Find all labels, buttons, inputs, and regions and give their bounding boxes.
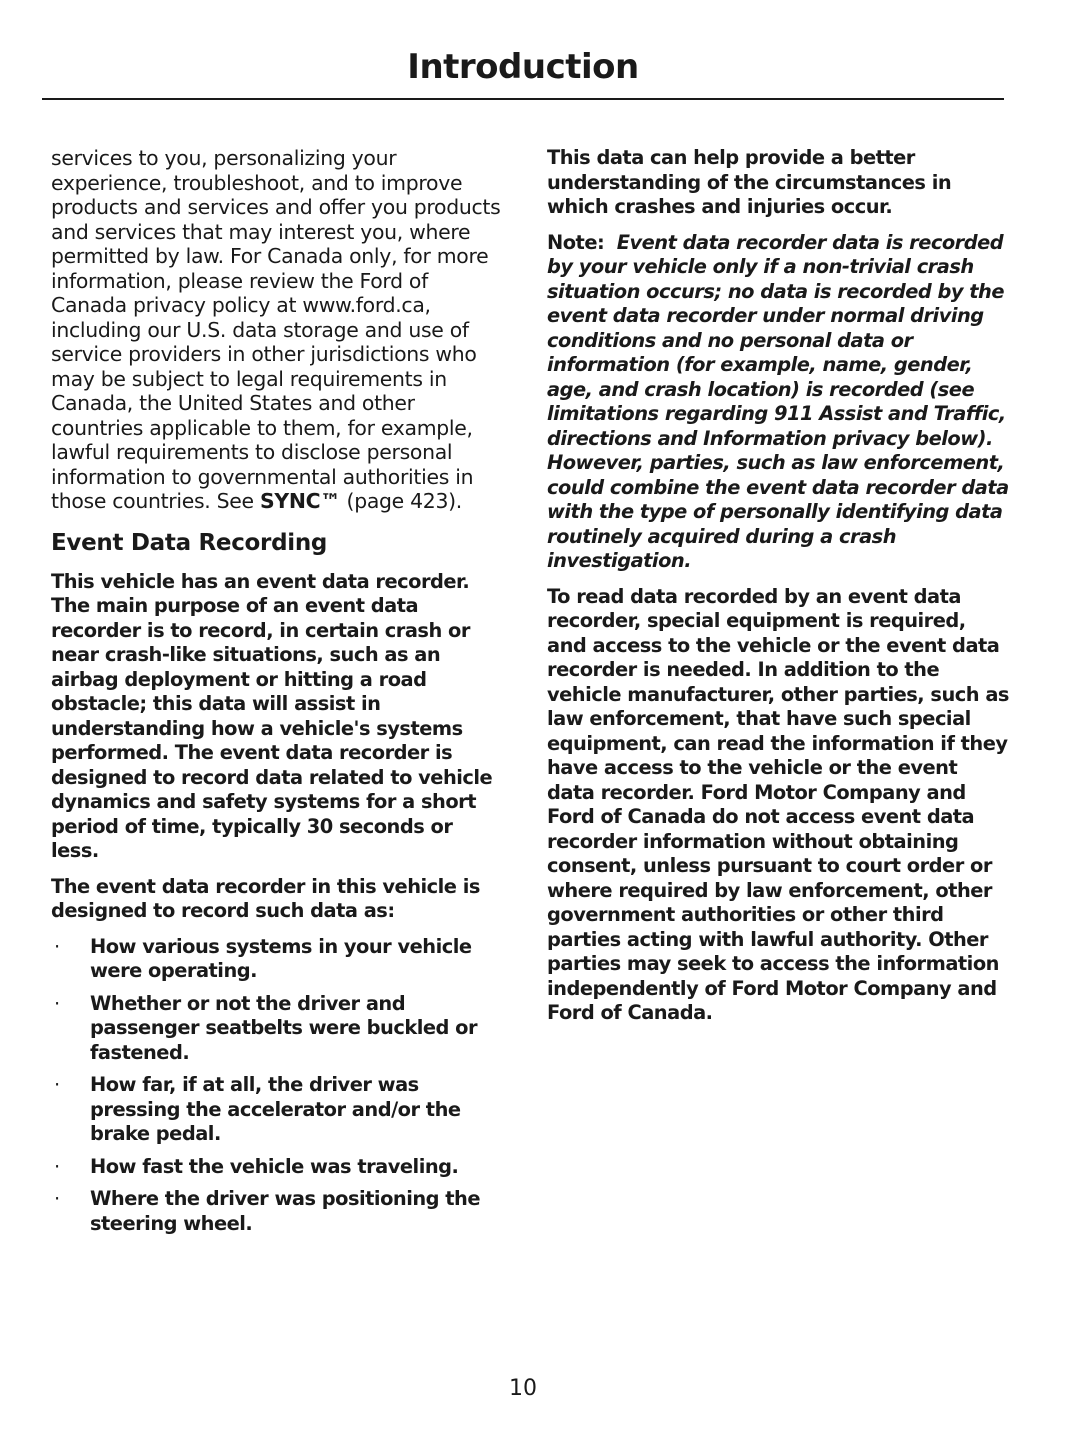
list-item <box>51 1073 506 1147</box>
note-paragraph <box>547 231 1009 574</box>
bullet-icon: · <box>54 1073 60 1096</box>
list-item <box>51 1187 506 1236</box>
list-item <box>51 992 506 1066</box>
section-heading-event-data-recording: Event Data Recording <box>51 529 328 556</box>
page-title: Introduction <box>407 47 639 87</box>
list-item-text: Whether or not the driver and passenger seatbelts were buckled or fastened. <box>90 991 478 1064</box>
page-number: 10 <box>509 1376 537 1401</box>
bullet-icon: · <box>54 991 60 1015</box>
list-item <box>51 935 506 984</box>
help-paragraph: This data can help provide a better understanding of the circumstances in which crashes and injuries occur. <box>547 146 952 218</box>
list-item-text: How various systems in your vehicle were operating. <box>90 934 472 982</box>
intro-paragraph <box>51 146 506 514</box>
sync-link[interactable]: SYNC™ <box>259 489 341 513</box>
bullet-icon: · <box>54 1187 60 1210</box>
record-intro-paragraph: The event data recorder in this vehicle is designed to record such data as: <box>51 874 480 922</box>
list-item-text: Where the driver was positioning the steering wheel. <box>90 1187 481 1235</box>
page-header <box>42 44 1004 100</box>
note-text: Event data recorder data is recorded by your vehicle only if a non-trivial crash situation occurs; no data is recorded by the event data recorder under normal driving conditions and no personal data or information (for example, name, gender, age, and crash location) is recorded (see limitations regarding 911 Assist and Traffic, directions and Information privacy below). However, parties, such as law enforcement, could combine the event data recorder data with the type of personally identifying data routinely acquired during a crash investigation. <box>547 230 1009 572</box>
left-column <box>51 146 506 1244</box>
bullet-icon: · <box>54 934 60 958</box>
intro-text: services to you, personalizing your experience, troubleshoot, and to improve products and services and offer you products and services that may interest you, where permitted by law. For Canada only, for more information, please review the Ford of Canada privacy policy at www.ford.ca, including our U.S. data storage and use of service providers in other jurisdictions who may be subject to legal requirements in Canada, the United States and other countries applicable to them, for example, lawful requirements to disclose personal information to governmental authorities in those countries. See <box>51 146 501 513</box>
bullet-icon: · <box>54 1154 60 1178</box>
page-reference: (page 423). <box>346 489 462 513</box>
read-data-paragraph: To read data recorded by an event data recorder, special equipment is required, and access to the vehicle or the event data recorder is needed. In addition to the vehicle manufacturer, other parties, such as law enforcement, that have such special equipment, can read the information if they have access to the vehicle or the event data recorder. Ford Motor Company and Ford of Canada do not access event data recorder information without obtaining consent, unless pursuant to court order or where required by law enforcement, other government authorities or other third parties acting with lawful authority. Other parties may seek to access the information independently of Ford Motor Company and Ford of Canada. <box>547 584 1009 1024</box>
list-item <box>51 1155 506 1180</box>
edr-paragraph: This vehicle has an event data recorder. The main purpose of an event data recorder is to record, in certain crash or near crash-like situations, such as an airbag deployment or hitting a road obstacle; this data will assist in understanding how a vehicle's systems performed. The event data recorder is designed to record data related to vehicle dynamics and safety systems for a short period of time, typically 30 seconds or less. <box>51 569 493 862</box>
list-item-text: How far, if at all, the driver was pressing the accelerator and/or the brake pedal. <box>90 1073 461 1145</box>
right-column <box>547 146 1009 1037</box>
list-item-text: How fast the vehicle was traveling. <box>90 1154 459 1178</box>
note-label: Note: <box>547 230 605 254</box>
recorded-data-list <box>51 935 506 1237</box>
